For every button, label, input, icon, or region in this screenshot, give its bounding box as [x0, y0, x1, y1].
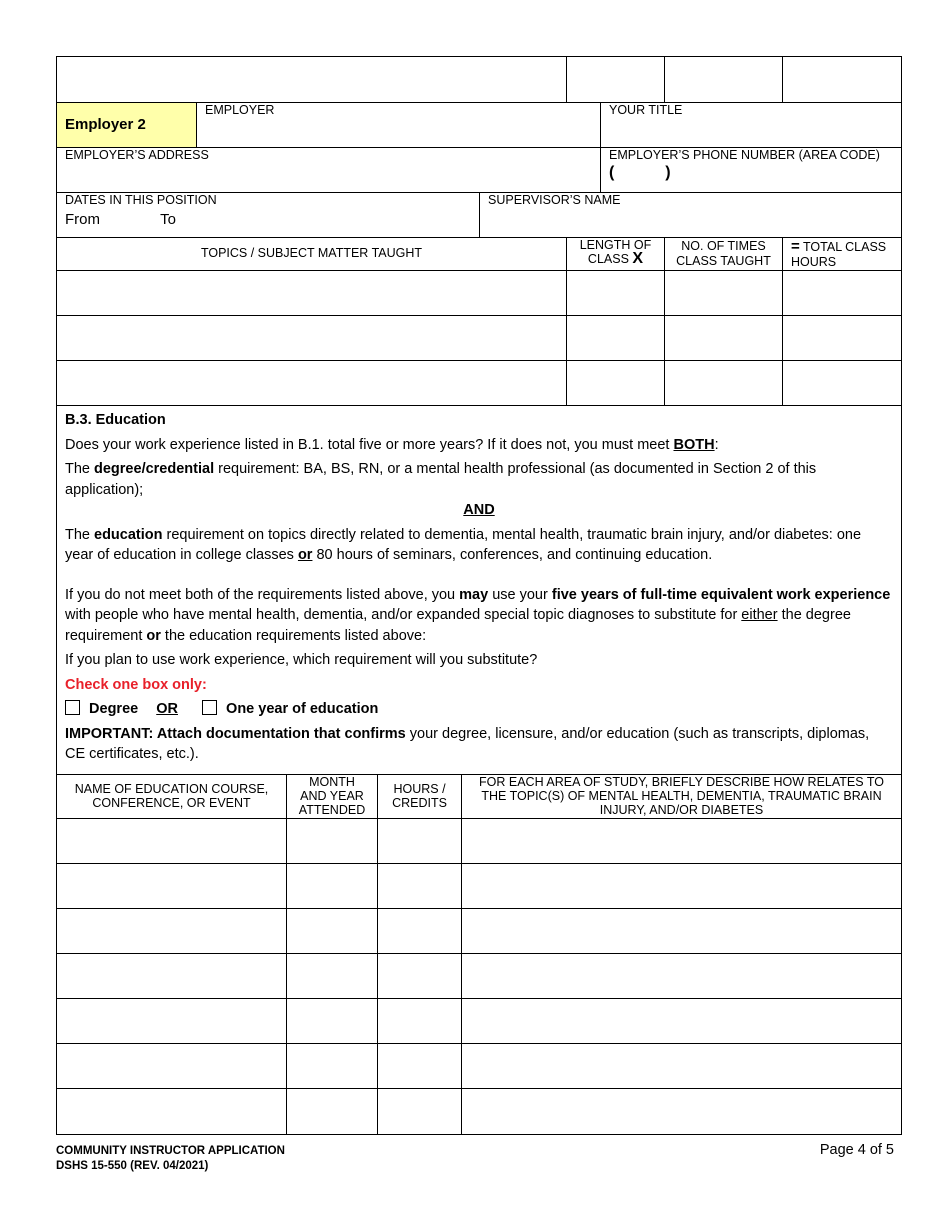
description-cell[interactable]	[462, 954, 901, 998]
description-cell[interactable]	[462, 819, 901, 863]
education-table-header	[57, 775, 901, 819]
month-year-cell[interactable]	[287, 819, 378, 863]
page-number: Page 4 of 5	[819, 1142, 894, 1158]
total-header-line1: TOTAL CLASS	[803, 240, 887, 254]
employer-phone-field[interactable]	[601, 148, 901, 192]
address-row	[57, 148, 901, 193]
education-year-checkbox[interactable]	[202, 700, 217, 715]
length-header	[567, 238, 665, 270]
employer2-label-cell	[57, 103, 197, 147]
times-header-line1: NO. OF TIMES	[681, 239, 766, 253]
classes-header-row	[57, 238, 901, 271]
supervisor-label: SUPERVISOR’S NAME	[488, 193, 621, 207]
course-name-cell[interactable]	[57, 954, 287, 998]
equals-symbol: =	[791, 238, 800, 255]
education-row	[57, 954, 901, 999]
education-row	[57, 819, 901, 864]
prev-length-cell[interactable]	[567, 57, 665, 102]
times-header-line2: CLASS TAUGHT	[676, 254, 771, 268]
form-number: DSHS 15-550 (REV. 04/2021)	[56, 1160, 209, 1172]
check-one-instruction: Check one box only:	[65, 676, 207, 693]
education-year-option-label: One year of education	[226, 701, 379, 717]
employer-label: EMPLOYER	[205, 103, 275, 117]
month-year-cell[interactable]	[287, 999, 378, 1043]
hours-credits-cell[interactable]	[378, 999, 462, 1043]
course-name-cell[interactable]	[57, 1089, 287, 1134]
education-question: Does your work experience listed in B.1. total five or more years? If it does not, you must meet BOTH:	[65, 436, 719, 453]
dates-row	[57, 193, 901, 238]
application-form	[56, 56, 902, 1135]
description-cell[interactable]	[462, 999, 901, 1043]
length-header-line2: CLASS	[587, 252, 629, 266]
topics-header: TOPICS / SUBJECT MATTER TAUGHT	[57, 238, 567, 270]
course-name-cell[interactable]	[57, 819, 287, 863]
description-cell[interactable]	[462, 864, 901, 908]
employer2-section-label: Employer 2	[65, 116, 146, 133]
class-total-cell[interactable]	[783, 271, 901, 315]
hours-credits-cell[interactable]	[378, 1044, 462, 1088]
substitution-options	[57, 699, 901, 720]
form-footer	[56, 1144, 285, 1174]
times-header	[665, 238, 783, 270]
month-year-header: MONTH AND YEAR ATTENDED	[287, 775, 378, 818]
education-section	[57, 406, 901, 775]
employer-phone-label: EMPLOYER’S PHONE NUMBER (AREA CODE)	[609, 148, 880, 162]
course-name-cell[interactable]	[57, 909, 287, 953]
phone-area-close: )	[665, 164, 671, 181]
education-row	[57, 999, 901, 1044]
class-total-cell[interactable]	[783, 316, 901, 360]
class-total-cell[interactable]	[783, 361, 901, 405]
education-row	[57, 909, 901, 954]
from-label: From	[65, 211, 100, 228]
class-row	[57, 316, 901, 361]
phone-area-open: (	[609, 164, 615, 181]
degree-checkbox[interactable]	[65, 700, 80, 715]
class-topic-cell[interactable]	[57, 271, 567, 315]
employer2-row	[57, 103, 901, 148]
month-year-cell[interactable]	[287, 1044, 378, 1088]
total-header-line2: HOURS	[791, 255, 837, 269]
education-row	[57, 1089, 901, 1134]
description-cell[interactable]	[462, 1089, 901, 1134]
prev-total-cell[interactable]	[783, 57, 901, 102]
course-name-cell[interactable]	[57, 864, 287, 908]
to-label: To	[160, 211, 176, 228]
multiply-symbol: X	[632, 250, 644, 267]
plan-question: If you plan to use work experience, which requirement will you substitute?	[65, 652, 538, 668]
class-topic-cell[interactable]	[57, 361, 567, 405]
employer-address-label: EMPLOYER’S ADDRESS	[65, 148, 209, 162]
class-times-cell[interactable]	[665, 271, 783, 315]
important-notice: IMPORTANT: Attach documentation that confirms your degree, licensure, and/or education (such as transcripts, diplomas, CE certificates, etc.).	[65, 725, 870, 762]
prev-topic-cell[interactable]	[57, 57, 567, 102]
employer-address-field[interactable]	[57, 148, 601, 192]
course-name-header: NAME OF EDUCATION COURSE, CONFERENCE, OR EVENT	[57, 775, 287, 818]
description-cell[interactable]	[462, 1044, 901, 1088]
class-row	[57, 271, 901, 316]
or-label: OR	[156, 701, 178, 717]
class-length-cell[interactable]	[567, 316, 665, 360]
hours-credits-cell[interactable]	[378, 954, 462, 998]
previous-class-row	[57, 57, 901, 103]
supervisor-field[interactable]	[480, 193, 901, 237]
substitution-text: If you do not meet both of the requirements listed above, you may use your five years of full-time equivalent work experience with people who have mental health, dementia, and/or expanded special topic diagnoses to substitute for either the degree requirement or the education requirements listed above:	[65, 586, 891, 644]
hours-credits-cell[interactable]	[378, 819, 462, 863]
length-header-line1: LENGTH OF	[579, 238, 652, 252]
education-row	[57, 864, 901, 909]
month-year-cell[interactable]	[287, 954, 378, 998]
degree-option-label: Degree	[89, 701, 139, 717]
class-row	[57, 361, 901, 406]
course-name-cell[interactable]	[57, 999, 287, 1043]
degree-requirement: The degree/credential requirement: BA, BS, RN, or a mental health professional (as documented in Section 2 of this application);	[65, 461, 817, 498]
total-header	[783, 238, 901, 270]
month-year-cell[interactable]	[287, 909, 378, 953]
course-name-cell[interactable]	[57, 1044, 287, 1088]
month-year-cell[interactable]	[287, 1089, 378, 1134]
education-requirement: The education requirement on topics directly related to dementia, mental health, traumatic brain injury, and/or diabetes: one year of education in college classes or 80 hours of seminars, conferences, and continuing education.	[65, 526, 862, 563]
your-title-label: YOUR TITLE	[609, 103, 683, 117]
class-times-cell[interactable]	[665, 316, 783, 360]
hours-credits-cell[interactable]	[378, 909, 462, 953]
your-title-field[interactable]	[601, 103, 901, 147]
prev-times-cell[interactable]	[665, 57, 783, 102]
class-topic-cell[interactable]	[57, 316, 567, 360]
form-title: COMMUNITY INSTRUCTOR APPLICATION	[56, 1145, 285, 1157]
education-heading: B.3. Education	[65, 412, 166, 428]
both-emphasis: BOTH	[673, 436, 715, 453]
class-times-cell[interactable]	[665, 361, 783, 405]
and-divider: AND	[463, 502, 495, 518]
dates-field	[57, 193, 480, 237]
month-year-cell[interactable]	[287, 864, 378, 908]
hours-credits-header: HOURS / CREDITS	[378, 775, 462, 818]
hours-credits-cell[interactable]	[378, 864, 462, 908]
description-header: FOR EACH AREA OF STUDY, BRIEFLY DESCRIBE HOW RELATES TO THE TOPIC(S) OF MENTAL HEALTH, DEMENTIA, TRAUMATIC BRAIN INJURY, AND/OR DIABETES	[479, 775, 884, 817]
education-row	[57, 1044, 901, 1089]
class-length-cell[interactable]	[567, 361, 665, 405]
description-cell[interactable]	[462, 909, 901, 953]
hours-credits-cell[interactable]	[378, 1089, 462, 1134]
class-length-cell[interactable]	[567, 271, 665, 315]
employer-field[interactable]	[197, 103, 601, 147]
dates-label: DATES IN THIS POSITION	[65, 193, 217, 207]
